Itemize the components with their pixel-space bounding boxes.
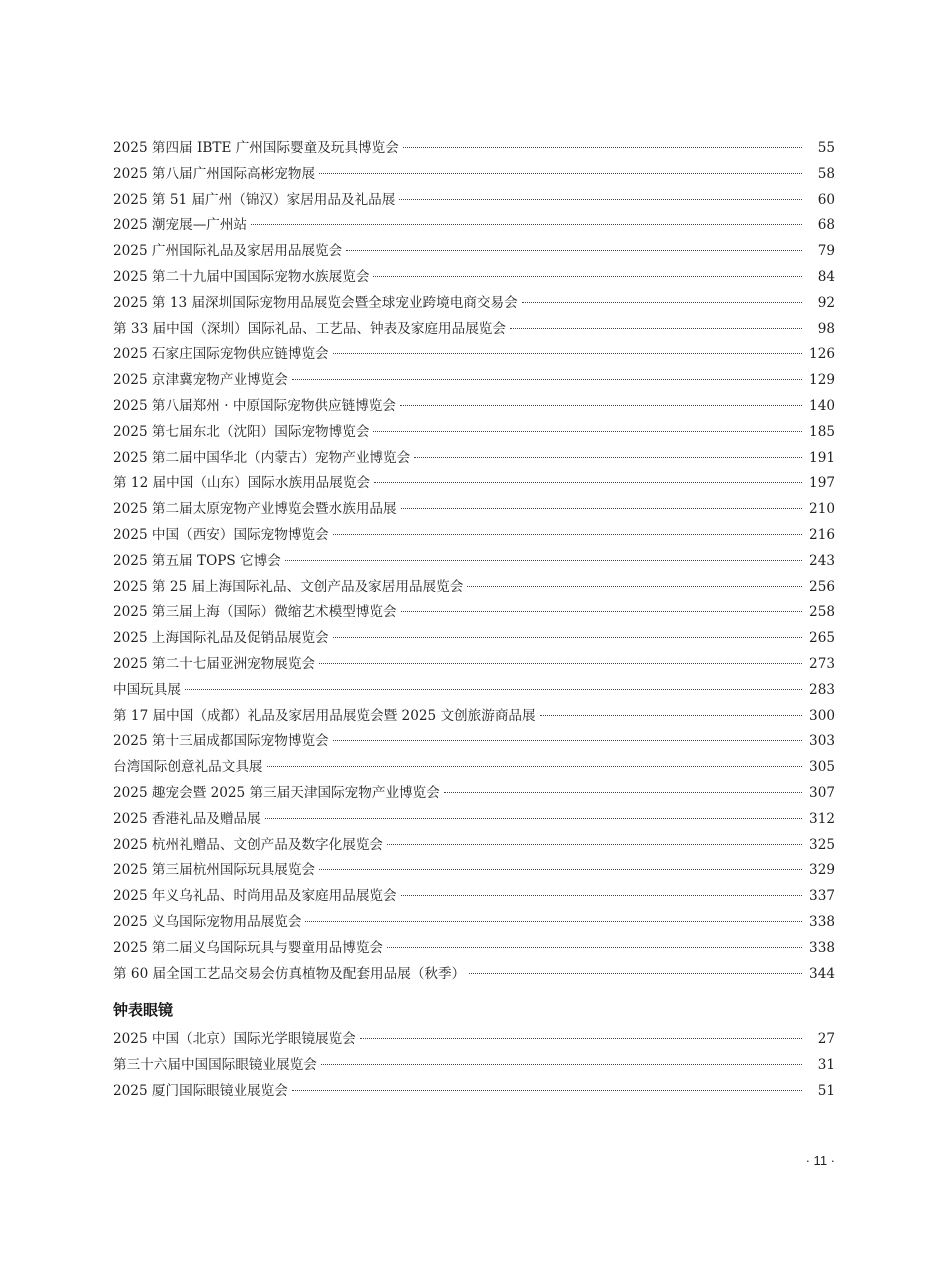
toc-entry[interactable] — [113, 781, 835, 807]
dot-leader — [333, 353, 802, 354]
dot-leader — [387, 844, 802, 845]
toc-entry-page-number: 307 — [809, 784, 835, 801]
toc-entry-page-number: 338 — [809, 939, 835, 956]
toc-entry-page-number: 337 — [809, 888, 835, 905]
toc-entry-title: 2025 杭州礼赠品、文创产品及数字化展览会 — [113, 836, 384, 853]
toc-list — [113, 136, 835, 987]
toc-entry-title: 2025 中国（北京）国际光学眼镜展览会 — [113, 1031, 356, 1047]
toc-entry[interactable] — [113, 265, 835, 291]
toc-entry[interactable] — [113, 523, 835, 549]
toc-entry-title: 第 12 届中国（山东）国际水族用品展览会 — [113, 475, 371, 492]
dot-leader — [414, 457, 802, 458]
toc-entry[interactable] — [113, 600, 835, 626]
dot-leader — [399, 199, 802, 200]
toc-entry-page-number: 92 — [817, 294, 835, 311]
toc-entry-page-number: 216 — [809, 526, 835, 543]
toc-entry[interactable] — [113, 446, 835, 472]
dot-leader — [333, 637, 802, 638]
toc-entry-page-number: 265 — [809, 630, 835, 647]
toc-entry-page-number: 305 — [809, 759, 835, 776]
toc-entry-page-number: 60 — [817, 191, 835, 208]
dot-leader — [400, 405, 802, 406]
dot-leader — [292, 379, 802, 380]
toc-entry-page-number: 338 — [809, 913, 835, 930]
toc-entry-title: 2025 第 13 届深圳国际宠物用品展览会暨全球宠业跨境电商交易会 — [113, 294, 518, 311]
toc-entry-page-number: 283 — [809, 681, 835, 698]
toc-entry-title: 2025 第五届 TOPS 它博会 — [113, 552, 281, 569]
toc-entry-title: 2025 第 25 届上海国际礼品、文创产品及家居用品展览会 — [113, 578, 464, 595]
dot-leader — [469, 973, 802, 974]
toc-entry[interactable] — [113, 833, 835, 859]
toc-entry-title: 2025 义乌国际宠物用品展览会 — [113, 913, 302, 930]
toc-entry-page-number: 68 — [817, 217, 835, 234]
toc-entry-page-number: 197 — [809, 475, 835, 492]
toc-entry[interactable] — [113, 1027, 835, 1053]
dot-leader — [319, 173, 802, 174]
dot-leader — [522, 302, 802, 303]
dot-leader — [346, 250, 802, 251]
toc-entry-page-number: 126 — [809, 346, 835, 363]
toc-entry-title: 2025 香港礼品及赠品展 — [113, 810, 261, 827]
dot-leader — [401, 611, 802, 612]
dot-leader — [360, 1038, 802, 1039]
toc-entry-page-number: 300 — [809, 707, 835, 724]
dot-leader — [265, 818, 802, 819]
dot-leader — [251, 224, 802, 225]
toc-entry[interactable] — [113, 317, 835, 343]
toc-entry[interactable] — [113, 420, 835, 446]
toc-entry-title: 第三十六届中国国际眼镜业展览会 — [113, 1056, 317, 1073]
toc-entry-title: 2025 第二十七届亚洲宠物展览会 — [113, 655, 316, 672]
toc-entry[interactable] — [113, 575, 835, 601]
toc-entry[interactable] — [113, 136, 835, 162]
toc-entry-page-number: 325 — [809, 836, 835, 853]
section-heading: 钟表眼镜 — [113, 1001, 174, 1019]
toc-entry[interactable] — [113, 239, 835, 265]
toc-entry-page-number: 256 — [809, 578, 835, 595]
toc-entry-title: 2025 第二届太原宠物产业博览会暨水族用品展 — [113, 501, 397, 518]
dot-leader — [510, 328, 802, 329]
toc-entry-title: 2025 第二届中国华北（内蒙古）宠物产业博览会 — [113, 449, 411, 466]
toc-entry[interactable] — [113, 213, 835, 239]
dot-leader — [401, 508, 802, 509]
toc-entry-title: 2025 京津冀宠物产业博览会 — [113, 372, 288, 389]
toc-entry-title: 2025 第八届郑州 · 中原国际宠物供应链博览会 — [113, 397, 396, 414]
toc-entry-title: 2025 趣宠会暨 2025 第三届天津国际宠物产业博览会 — [113, 784, 440, 801]
toc-entry[interactable] — [113, 626, 835, 652]
dot-leader — [292, 1090, 802, 1091]
toc-entry-page-number: 273 — [809, 655, 835, 672]
toc-entry[interactable] — [113, 755, 835, 781]
dot-leader — [285, 560, 802, 561]
toc-entry[interactable] — [113, 497, 835, 523]
dot-leader — [373, 276, 802, 277]
toc-entry-page-number: 344 — [809, 965, 835, 982]
dot-leader — [267, 766, 802, 767]
toc-entry[interactable] — [113, 549, 835, 575]
toc-entry-page-number: 31 — [817, 1056, 835, 1073]
toc-entry-page-number: 84 — [817, 268, 835, 285]
toc-entry[interactable] — [113, 342, 835, 368]
toc-entry-title: 2025 第四届 IBTE 广州国际婴童及玩具博览会 — [113, 140, 399, 156]
dot-leader — [401, 895, 802, 896]
toc-entry-page-number: 79 — [817, 243, 835, 260]
toc-entry-title: 2025 第十三届成都国际宠物博览会 — [113, 733, 329, 750]
toc-entry[interactable] — [113, 368, 835, 394]
toc-entry-title: 第 60 届全国工艺品交易会仿真植物及配套用品展（秋季） — [113, 965, 466, 982]
toc-entry[interactable] — [113, 471, 835, 497]
toc-entry-title: 2025 第 51 届广州（锦汉）家居用品及礼品展 — [113, 191, 396, 208]
dot-leader — [540, 715, 802, 716]
toc-entry-title: 2025 第二十九届中国国际宠物水族展览会 — [113, 268, 370, 285]
toc-entry[interactable] — [113, 1079, 835, 1105]
toc-entry[interactable] — [113, 807, 835, 833]
dot-leader — [374, 482, 802, 483]
toc-entry-title: 2025 年义乌礼品、时尚用品及家庭用品展览会 — [113, 888, 397, 905]
toc-entry[interactable] — [113, 704, 835, 730]
toc-entry-title: 2025 石家庄国际宠物供应链博览会 — [113, 346, 329, 363]
dot-leader — [403, 147, 802, 148]
toc-entry[interactable] — [113, 936, 835, 962]
toc-entry[interactable] — [113, 162, 835, 188]
toc-entry-page-number: 140 — [809, 397, 835, 414]
toc-entry-title: 第 17 届中国（成都）礼品及家居用品展览会暨 2025 文创旅游商品展 — [113, 707, 536, 724]
toc-entry-title: 台湾国际创意礼品文具展 — [113, 759, 263, 776]
dot-leader — [319, 663, 802, 664]
toc-entry[interactable] — [113, 188, 835, 214]
dot-leader — [333, 534, 802, 535]
toc-entry-title: 2025 第三届杭州国际玩具展览会 — [113, 862, 316, 879]
toc-entry-title: 2025 第三届上海（国际）微缩艺术模型博览会 — [113, 604, 397, 621]
dot-leader — [333, 740, 802, 741]
dot-leader — [185, 689, 802, 690]
toc-entry-page-number: 98 — [817, 320, 835, 337]
toc-entry[interactable] — [113, 291, 835, 317]
toc-entry[interactable] — [113, 678, 835, 704]
dot-leader — [467, 586, 802, 587]
toc-entry-title: 第 33 届中国（深圳）国际礼品、工艺品、钟表及家庭用品展览会 — [113, 320, 506, 337]
toc-entry[interactable] — [113, 652, 835, 678]
toc-entry-page-number: 27 — [817, 1031, 835, 1047]
dot-leader — [387, 947, 802, 948]
dot-leader — [305, 921, 802, 922]
toc-entry-title: 2025 第二届义乌国际玩具与婴童用品博览会 — [113, 939, 384, 956]
toc-entry[interactable] — [113, 1053, 835, 1079]
page-number: · 11 · — [805, 1153, 835, 1168]
toc-entry[interactable] — [113, 962, 835, 988]
toc-entry-page-number: 243 — [809, 552, 835, 569]
toc-entry-page-number: 258 — [809, 604, 835, 621]
toc-entry-title: 2025 广州国际礼品及家居用品展览会 — [113, 243, 343, 260]
toc-entry-page-number: 55 — [817, 140, 835, 156]
toc-list-section-2 — [113, 1027, 835, 1104]
dot-leader — [373, 431, 802, 432]
toc-entry-page-number: 329 — [809, 862, 835, 879]
toc-entry-title: 2025 第八届广州国际高彬宠物展 — [113, 165, 316, 182]
toc-entry-page-number: 312 — [809, 810, 835, 827]
toc-entry[interactable] — [113, 910, 835, 936]
toc-entry-title: 2025 中国（西安）国际宠物博览会 — [113, 526, 329, 543]
dot-leader — [444, 792, 802, 793]
toc-entry-title: 2025 厦门国际眼镜业展览会 — [113, 1082, 288, 1099]
toc-entry[interactable] — [113, 884, 835, 910]
toc-entry[interactable] — [113, 394, 835, 420]
toc-entry-title: 中国玩具展 — [113, 681, 181, 698]
toc-entry-page-number: 129 — [809, 372, 835, 389]
toc-entry-title: 2025 潮宠展—广州站 — [113, 217, 248, 234]
toc-entry-page-number: 303 — [809, 733, 835, 750]
toc-entry[interactable] — [113, 729, 835, 755]
dot-leader — [319, 869, 802, 870]
toc-entry[interactable] — [113, 858, 835, 884]
toc-entry-title: 2025 第七届东北（沈阳）国际宠物博览会 — [113, 423, 370, 440]
toc-entry-page-number: 51 — [817, 1082, 835, 1099]
toc-entry-page-number: 191 — [809, 449, 835, 466]
toc-entry-page-number: 185 — [809, 423, 835, 440]
toc-entry-page-number: 210 — [809, 501, 835, 518]
toc-entry-title: 2025 上海国际礼品及促销品展览会 — [113, 630, 329, 647]
toc-entry-page-number: 58 — [817, 165, 835, 182]
dot-leader — [321, 1064, 802, 1065]
